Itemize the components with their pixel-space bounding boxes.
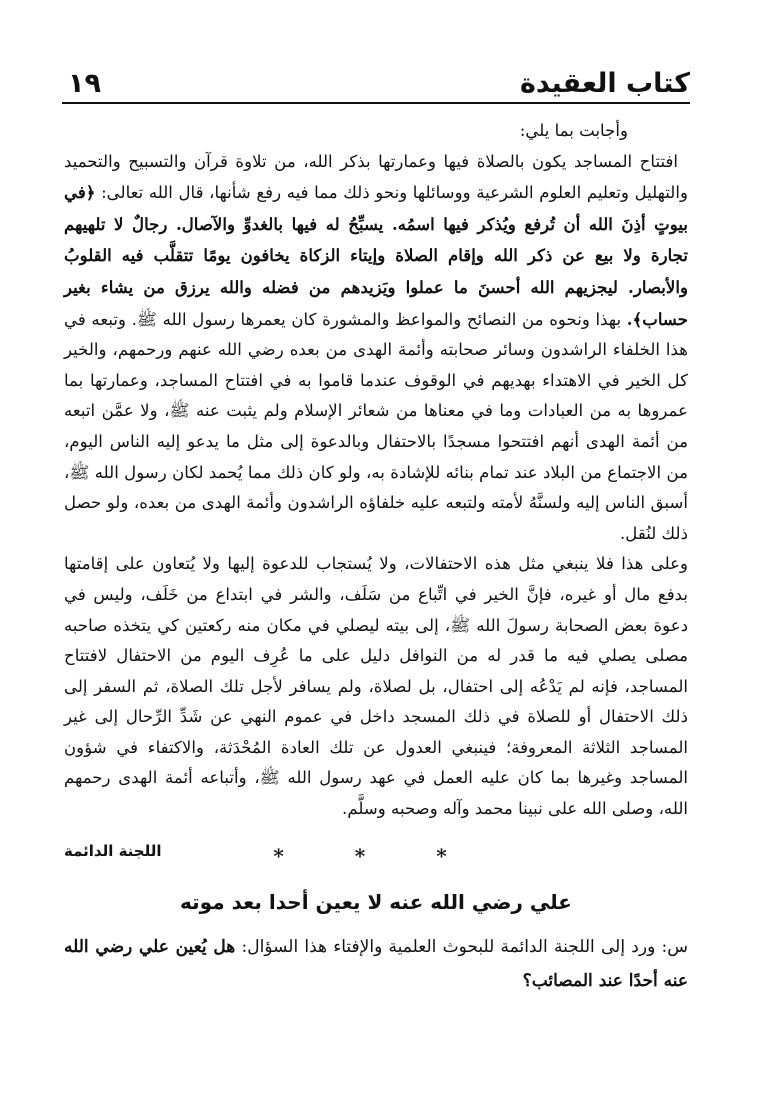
section-title: علي رضي الله عنه لا يعين أحدا بعد موته [180,890,572,914]
paragraph-1-rest: بهذا ونحوه من النصائح والمواعظ والمشورة كان يعمرها رسول الله ﷺ. وتبعه في هذا الخلفاء الراشدون وسائر صحابته وأئمة الهدى من بعده رضي الله عنهم ورحمهم، والخير كل الخير في الاهتداء بهديهم في الوقوف عندما قاموا به في افتتاح المساجد، وعمارتها بما عمروها به من العبادات وما في معناها من شعائر الإسلام ولم يثبت عنه ﷺ، ولا عمَّن اتبعه من أئمة الهدى أنهم افتتحوا مسجدًا بالاحتفال وبالدعوة إلى مثل ما يدعو إليه الناس اليوم، من الاجتماع من البلاد عند تمام بنائه للإشادة به، ولو كان ذلك مما يُحمد لكان رسول الله ﷺ، أسبق الناس إليه ولسنَّهُ لأمته ولتبعه عليه خلفاؤه الراشدون وأئمة الهدى من بعده، ولو حصل ذلك لنُقل. [64,309,689,543]
question-lead: ورد إلى اللجنة الدائمة للبحوث العلمية والإفتاء هذا السؤال: [241,937,656,957]
section-separator: * * * [273,844,479,868]
question-paragraph [64,930,688,998]
fatwa-answer [64,116,688,825]
signature-row [64,842,688,872]
book-title: كتاب العقيدة [519,68,690,99]
quran-verse: ﴿في بيوتٍ أذِنَ الله أن تُرفع ويُذكر فيها اسمُه. يسبِّحُ له فيها بالغدوِّ والآصال. رجالٌ لا تلهيهم تجارة ولا بيع عن ذكر الله وإقام الصلاة وإيتاء الزكاة يخافون يومًا تتقلَّب فيه القلوبُ والأبصار. ليجزيهم الله أحسنَ ما عملوا ويَزيدهم من فضله والله يرزق من يشاء بغير حساب﴾. [64,182,688,329]
answer-intro: وأجابت بما يلي: [519,121,628,140]
committee-signature: اللجنة الدائمة [64,842,162,860]
question-label: س: [661,937,689,957]
answer-paragraph-1 [64,147,688,550]
paragraph-1-start: افتتاح المساجد يكون بالصلاة فيها وعمارتها بذكر الله، من تلاوة قرآن والتسبيح والتحميد والتهليل وتعليم العلوم الشرعية ووسائلها ونحو ذلك مما فيه رفع شأنها، قال الله تعالى: [64,151,688,203]
page-header [62,62,690,104]
answer-paragraph-2: وعلى هذا فلا ينبغي مثل هذه الاحتفالات، ولا يُستجاب للدعوة إليها ولا يُتعاون على إقامتها بدفع مال أو غيره، فإنَّ الخير في اتِّباع من سَلَف، والشر في ابتداع من خَلَف، وليس في دعوة بعض الصحابة رسولَ الله ﷺ، إلى بيته ليصلي في مكان منه ركعتين كي يتخذه صاحبه مصلى يصلي فيه ما قدر له من النوافل دليل على ما عُرِف اليوم من الاحتفال لافتتاح المساجد، فإنه لم يَدْعُه إلى احتفال، بل لصلاة، ولم يسافر لأجل تلك الصلاة، ثم السفر إلى ذلك الاحتفال أو للصلاة في ذلك المسجد داخل في عموم النهي عن شَدِّ الرِّحال إلى غير المساجد الثلاثة المعروفة؛ فينبغي العدول عن تلك العادة المُحْدَثة، والاكتفاء في شؤون المساجد وغيرها بما كان عليه العمل في عهد رسول الله ﷺ، وأتباعه أئمة الهدى رحمهم الله، وصلى الله على نبينا محمد وآله وصحبه وسلَّم. [64,554,688,819]
question-text: هل يُعين علي رضي الله عنه أحدًا عند المصائب؟ [64,937,688,991]
page-number: ١٩ [68,68,101,99]
